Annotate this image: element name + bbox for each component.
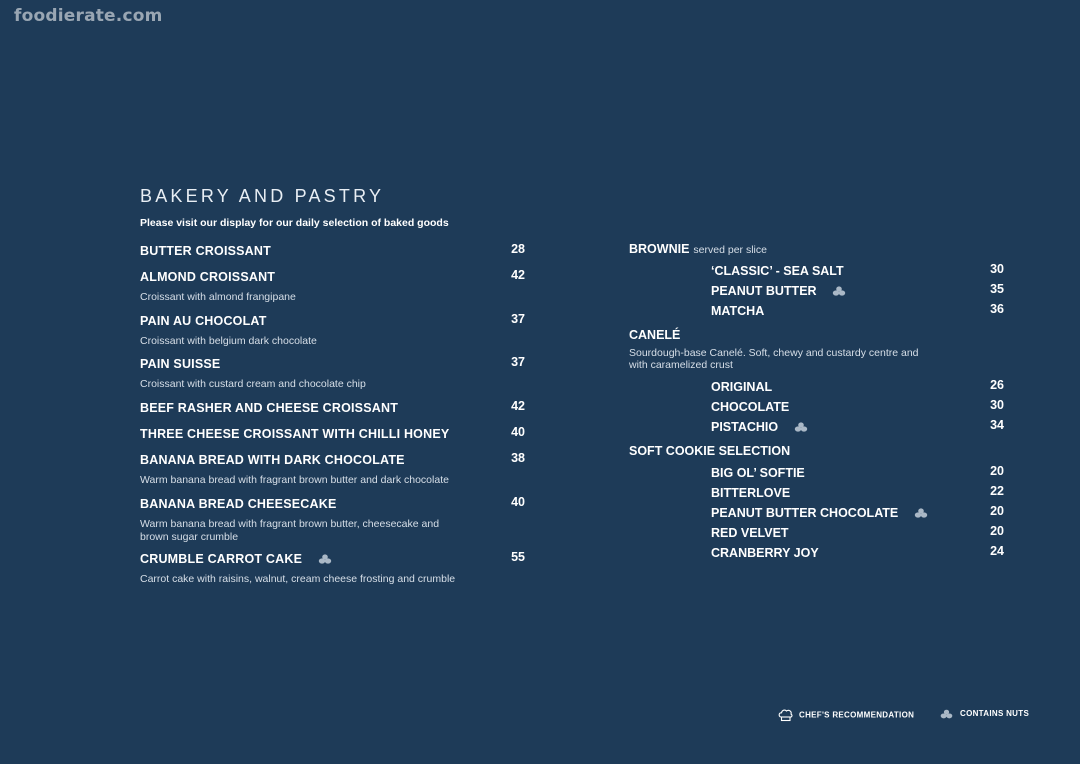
item-price: 42 xyxy=(511,399,525,413)
legend-nuts xyxy=(939,708,1029,720)
menu-item xyxy=(140,312,525,348)
menu-item xyxy=(140,355,525,391)
item-price: 37 xyxy=(511,312,525,326)
category-title: CANELÉ xyxy=(629,328,681,342)
item-name: ORIGINAL xyxy=(711,380,773,394)
category-title: BROWNIE xyxy=(629,242,690,256)
menu-item xyxy=(711,378,1004,396)
menu-item xyxy=(140,451,525,487)
item-price: 42 xyxy=(511,268,525,282)
item-description: Warm banana bread with fragrant brown butter and dark chocolate xyxy=(140,474,449,486)
item-price: 24 xyxy=(990,544,1004,558)
menu-item xyxy=(711,398,1004,416)
item-price: 34 xyxy=(990,418,1004,432)
menu-item xyxy=(140,495,525,544)
category-cookie xyxy=(629,444,790,458)
item-name: CRUMBLE CARROT CAKE xyxy=(140,552,303,566)
item-name: PAIN AU CHOCOLAT xyxy=(140,314,267,328)
section-subtitle: Please visit our display for our daily selection of baked goods xyxy=(140,217,449,229)
contains-nuts-icon xyxy=(913,507,929,519)
menu-item xyxy=(711,464,1004,482)
menu-item xyxy=(140,242,525,260)
item-name: ALMOND CROISSANT xyxy=(140,270,276,284)
item-price: 37 xyxy=(511,355,525,369)
item-description: Croissant with belgium dark chocolate xyxy=(140,335,317,347)
chef-hat-icon xyxy=(778,708,793,723)
item-name: MATCHA xyxy=(711,304,765,318)
item-name: CRANBERRY JOY xyxy=(711,546,819,560)
item-description: Carrot cake with raisins, walnut, cream cheese frosting and crumble xyxy=(140,573,456,585)
contains-nuts-icon xyxy=(793,421,809,433)
item-price: 36 xyxy=(990,302,1004,316)
menu-item xyxy=(140,268,525,304)
item-description: Warm banana bread with fragrant brown butter, cheesecake and brown sugar crumble xyxy=(140,518,440,543)
item-name: BEEF RASHER AND CHEESE CROISSANT xyxy=(140,401,399,415)
menu-item xyxy=(711,302,1004,320)
item-name: BUTTER CROISSANT xyxy=(140,244,271,258)
item-price: 26 xyxy=(990,378,1004,392)
menu-item xyxy=(711,418,1004,436)
menu-item xyxy=(140,550,525,586)
menu-item xyxy=(140,399,525,417)
item-name: PEANUT BUTTER xyxy=(711,284,817,298)
section-title: BAKERY AND PASTRY xyxy=(140,186,385,206)
legend-chef-label: CHEF'S RECOMMENDATION xyxy=(799,710,915,720)
item-description: Croissant with custard cream and chocolate chip xyxy=(140,378,366,390)
item-price: 40 xyxy=(511,425,525,439)
category-brownie xyxy=(629,242,767,256)
item-description: Croissant with almond frangipane xyxy=(140,291,296,303)
category-note: served per slice xyxy=(693,244,767,256)
menu-item xyxy=(711,544,1004,562)
item-name: BANANA BREAD WITH DARK CHOCOLATE xyxy=(140,453,405,467)
contains-nuts-icon xyxy=(317,553,333,565)
item-price: 38 xyxy=(511,451,525,465)
item-price: 20 xyxy=(990,464,1004,478)
category-description: Sourdough-base Canelé. Soft, chewy and custardy centre and with caramelized crust xyxy=(629,347,919,371)
item-price: 35 xyxy=(990,282,1004,296)
category-title: SOFT COOKIE SELECTION xyxy=(629,444,791,458)
item-name: CHOCOLATE xyxy=(711,400,790,414)
item-name: PEANUT BUTTER CHOCOLATE xyxy=(711,506,899,520)
item-name: BIG OL’ SOFTIE xyxy=(711,466,805,480)
item-price: 22 xyxy=(990,484,1004,498)
category-canele xyxy=(629,328,680,342)
item-name: ‘CLASSIC’ - SEA SALT xyxy=(711,264,844,278)
item-name: THREE CHEESE CROISSANT WITH CHILLI HONEY xyxy=(140,427,450,441)
item-price: 30 xyxy=(990,262,1004,276)
menu-item xyxy=(711,504,1004,522)
menu-item xyxy=(711,282,1004,300)
contains-nuts-icon xyxy=(939,708,954,720)
item-price: 20 xyxy=(990,504,1004,518)
menu-item xyxy=(711,524,1004,542)
item-name: BANANA BREAD CHEESECAKE xyxy=(140,497,337,511)
menu-item xyxy=(140,425,525,443)
item-price: 30 xyxy=(990,398,1004,412)
item-price: 40 xyxy=(511,495,525,509)
item-price: 55 xyxy=(511,550,525,564)
watermark: foodierate.com xyxy=(14,6,163,26)
item-name: PAIN SUISSE xyxy=(140,357,221,371)
item-price: 20 xyxy=(990,524,1004,538)
item-name: BITTERLOVE xyxy=(711,486,791,500)
item-name: PISTACHIO xyxy=(711,420,779,434)
legend-nuts-label: CONTAINS NUTS xyxy=(960,709,1030,719)
item-name: RED VELVET xyxy=(711,526,789,540)
contains-nuts-icon xyxy=(831,285,847,297)
item-price: 28 xyxy=(511,242,525,256)
menu-item xyxy=(711,262,1004,280)
legend-chef xyxy=(778,708,914,723)
menu-item xyxy=(711,484,1004,502)
